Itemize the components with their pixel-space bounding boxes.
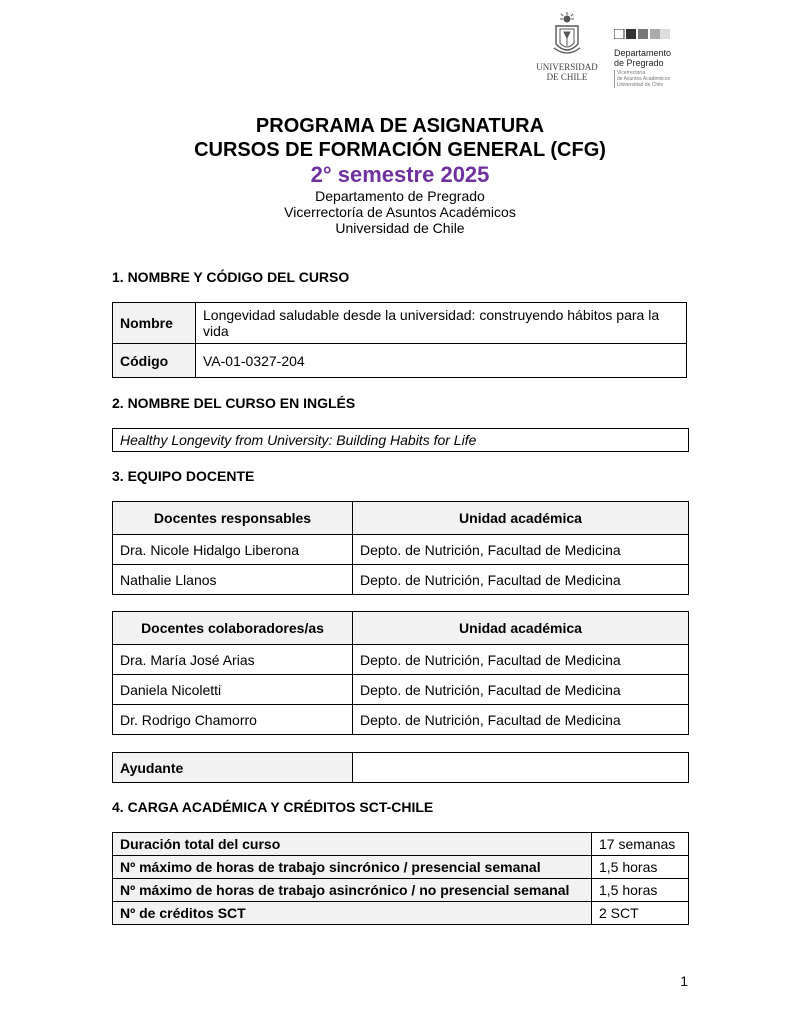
university-crest-icon [552,12,582,60]
table-row [113,833,689,856]
header-logos [530,12,690,86]
section-heading-teaching-team: 3. EQUIPO DOCENTE [112,468,255,484]
load-value: 1,5 horas [592,879,689,902]
load-value: 1,5 horas [592,856,689,879]
english-name-value: Healthy Longevity from University: Building Habits for Life [113,429,689,452]
teacher-unit: Depto. de Nutrición, Facultad de Medicina [353,705,689,735]
load-label: Duración total del curso [113,833,592,856]
document-subtitle: CURSOS DE FORMACIÓN GENERAL (CFG) [194,139,606,161]
colaboradores-table [112,611,689,735]
university-logo [530,12,604,82]
course-name-table [112,302,687,378]
department-logo-text [614,48,690,68]
column-header: Unidad académica [353,612,689,645]
logo-subline: Universidad de Chile [617,82,664,88]
academic-load-table [112,832,689,925]
section-heading-academic-load: 4. CARGA ACADÉMICA Y CRÉDITOS SCT-CHILE [112,799,434,815]
code-value: VA-01-0327-204 [196,344,687,378]
english-name-table [112,428,689,452]
load-label: Nº de créditos SCT [113,902,592,925]
teacher-name: Nathalie Llanos [113,565,353,595]
table-row [113,675,689,705]
ayudante-table [112,752,689,783]
teacher-unit: Depto. de Nutrición, Facultad de Medicina [353,645,689,675]
ayudante-value [353,753,689,783]
table-row [113,705,689,735]
page-number: 1 [680,973,688,989]
teacher-unit: Depto. de Nutrición, Facultad de Medicina [353,565,689,595]
responsables-table [112,501,689,595]
teacher-name: Daniela Nicoletti [113,675,353,705]
department-logo [614,26,690,88]
table-row [113,535,689,565]
table-row [113,879,689,902]
table-row [113,645,689,675]
table-row [113,753,689,783]
logo-line: de Pregrado [614,58,664,68]
table-row [113,565,689,595]
logo-line: DE CHILE [546,72,588,82]
teacher-name: Dra. María José Arias [113,645,353,675]
table-row [113,856,689,879]
ayudante-label: Ayudante [113,753,353,783]
table-row [113,303,687,344]
load-label: Nº máximo de horas de trabajo sincrónico / presencial semanal [113,856,592,879]
teacher-name: Dra. Nicole Hidalgo Liberona [113,535,353,565]
university-logo-text [530,62,604,82]
logo-line: UNIVERSIDAD [536,62,598,72]
department-name: Departamento de Pregrado [315,188,485,204]
title-block [0,114,800,236]
name-label: Nombre [113,303,196,344]
department-logo-mark-icon [614,29,670,39]
teacher-unit: Depto. de Nutrición, Facultad de Medicina [353,535,689,565]
code-label: Código [113,344,196,378]
logo-subline: de Asuntos Académicos [617,76,671,82]
table-header-row [113,502,689,535]
semester-label: 2° semestre 2025 [310,162,490,187]
column-header: Docentes colaboradores/as [113,612,353,645]
table-row [113,902,689,925]
teacher-name: Dr. Rodrigo Chamorro [113,705,353,735]
table-row [113,344,687,378]
logo-subline: Vicerrectoría [617,70,646,76]
name-value: Longevidad saludable desde la universidad: construyendo hábitos para la vida [196,303,687,344]
department-logo-subtext [614,70,690,88]
vicerrectoria-name: Vicerrectoría de Asuntos Académicos [284,204,516,220]
university-name: Universidad de Chile [335,220,465,236]
column-header: Docentes responsables [113,502,353,535]
load-label: Nº máximo de horas de trabajo asincrónico / no presencial semanal [113,879,592,902]
logo-line: Departamento [614,48,672,58]
teacher-unit: Depto. de Nutrición, Facultad de Medicina [353,675,689,705]
load-value: 2 SCT [592,902,689,925]
load-value: 17 semanas [592,833,689,856]
table-header-row [113,612,689,645]
section-heading-english-name: 2. NOMBRE DEL CURSO EN INGLÉS [112,395,356,411]
table-row [113,429,689,452]
section-heading-course-name: 1. NOMBRE Y CÓDIGO DEL CURSO [112,269,350,285]
document-title: PROGRAMA DE ASIGNATURA [255,115,545,137]
column-header: Unidad académica [353,502,689,535]
